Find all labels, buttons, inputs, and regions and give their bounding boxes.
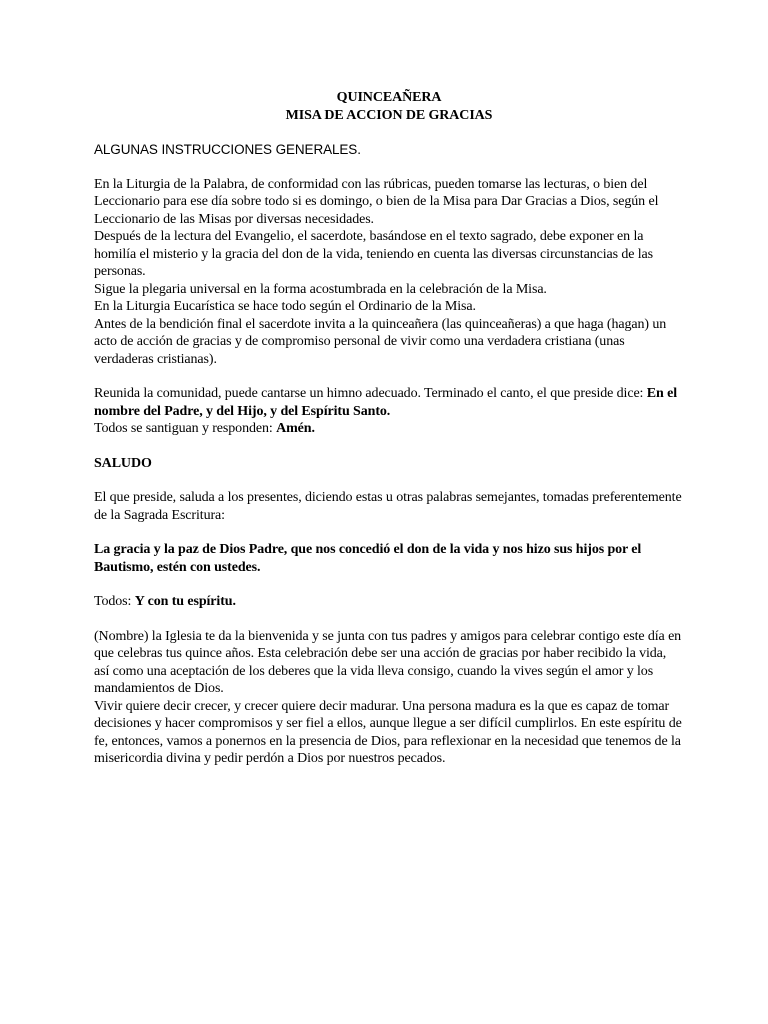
instructions-paragraph-5: Antes de la bendición final el sacerdote invita a la quinceañera (las quinceañeras) a que haga (hagan) un acto de acción de gracias y de compromiso personal de vivir como una verdadera cristiana (unas verdaderas cristianas).	[94, 316, 667, 367]
instructions-paragraph-1: En la Liturgia de la Palabra, de conformidad con las rúbricas, pueden tomarse las lecturas, o bien del Leccionario para ese día sobre todo si es domingo, o bien de la Misa para Dar Gracias a Dios, según el Leccionario de las Misas por diversas necesidades.	[94, 176, 659, 227]
opening-response-text: Todos se santiguan y responden:	[94, 421, 277, 436]
document-body	[94, 89, 684, 768]
opening-paragraph	[94, 385, 684, 438]
opening-invocation: En el nombre del Padre, y del Hijo, y del Espíritu Santo.	[94, 386, 677, 419]
saludo-intro: El que preside, saluda a los presentes, diciendo estas u otras palabras semejantes, tomadas preferentemente de la Sagrada Escritura:	[94, 490, 682, 523]
todos-label: Todos:	[94, 594, 135, 609]
welcome-paragraph-2: Vivir quiere decir crecer, y crecer quiere decir madurar. Una persona madura es la que es capaz de tomar decisiones y hacer compromisos y ser fiel a ellos, aunque llegue a ser difícil cumplirlos. En este espíritu de fe, entonces, vamos a ponernos en la presencia de Dios, para reflexionar en la necesidad que tenemos de la misericordia divina y pedir perdón a Dios por nuestros pecados.	[94, 698, 682, 766]
instructions-paragraph-2: Después de la lectura del Evangelio, el sacerdote, basándose en el texto sagrado, debe exponer en la homilía el misterio y la gracia del don de la vida, teniendo en cuenta las diversas circunstancias de las personas.	[94, 229, 654, 279]
document-subtitle: MISA DE ACCION DE GRACIAS	[285, 108, 493, 123]
todos-response: Y con tu espíritu.	[134, 594, 236, 609]
instructions-paragraph-4: En la Liturgia Eucarística se hace todo según el Ordinario de la Misa.	[94, 299, 476, 314]
todos-response-line	[94, 593, 684, 611]
document-title: QUINCEAÑERA	[336, 90, 442, 105]
instructions-paragraph-3: Sigue la plegaria universal en la forma acostumbrada en la celebración de la Misa.	[94, 281, 547, 297]
welcome-paragraph-1: (Nombre) la Iglesia te da la bienvenida y se junta con tus padres y amigos para celebrar contigo este día en que celebras tus quince años. Esta celebración debe ser una acción de gracias por haber recibido la vida, así como una aceptación de los deberes que la vida lleva consigo, cuando la vives según el amor y los mandamientos de Dios.	[94, 628, 682, 696]
instructions-heading: ALGUNAS INSTRUCCIONES GENERALES.	[94, 142, 361, 157]
saludo-greeting: La gracia y la paz de Dios Padre, que nos concedió el don de la vida y nos hizo sus hijos por el Bautismo, estén con ustedes.	[94, 542, 642, 575]
opening-text: Reunida la comunidad, puede cantarse un himno adecuado. Terminado el canto, el que preside dice:	[94, 386, 647, 401]
saludo-heading: SALUDO	[94, 455, 152, 471]
opening-amen: Amén.	[276, 421, 315, 436]
